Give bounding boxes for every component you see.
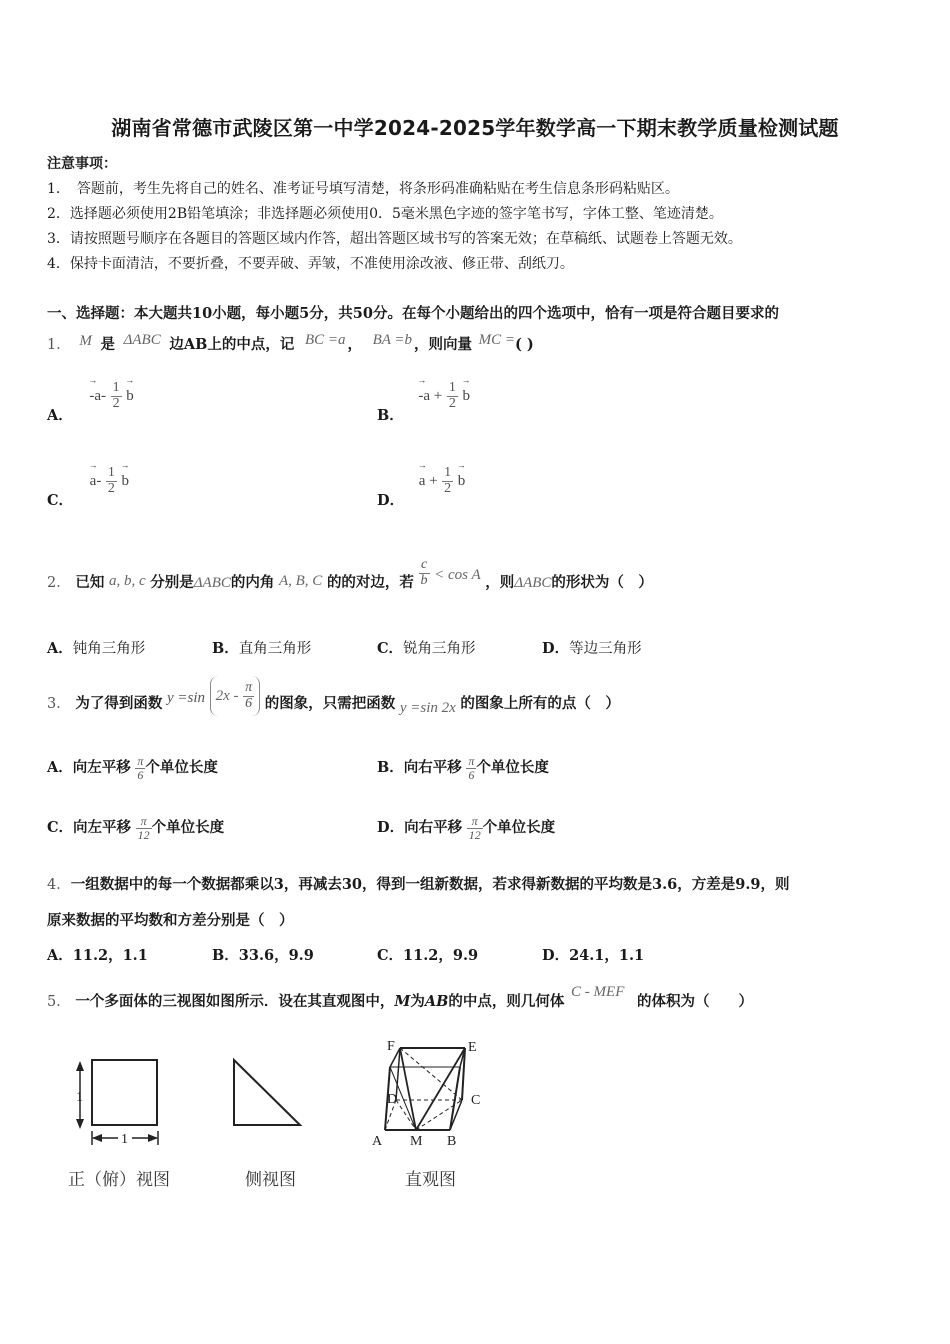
q2-option-d-text: 等边三角形 [569, 641, 642, 657]
q3-option-b [377, 755, 549, 781]
q3-frac [243, 681, 254, 711]
q1-option-d-pre: → a + [419, 473, 438, 490]
q2-text-3: 的内角 [230, 574, 275, 592]
q2-option-b-label: B． [212, 640, 239, 657]
q4-option-c [377, 944, 478, 965]
frac-num: 1 [112, 380, 120, 395]
q4-option-c-text: 11.2，9.9 [403, 947, 479, 964]
q2-number: 2． [47, 575, 71, 592]
q5-math-ab: AB [424, 993, 449, 1010]
q2-math-triangle: ΔABC [193, 575, 231, 592]
frac-num: c [419, 558, 430, 574]
pt-d: D [387, 1092, 398, 1107]
q3-math-inner: 2x - [215, 688, 239, 704]
edge-mc [416, 1100, 462, 1130]
q2-option-a-label: A． [47, 640, 73, 657]
dim-h-label: 1 [121, 1132, 128, 1147]
q4-option-d [542, 944, 644, 965]
frac-num: π [245, 679, 253, 695]
question-2 [47, 557, 653, 592]
q3-option-d [377, 815, 555, 841]
q3-text-3: 的图象上所有的点（ ） [460, 695, 620, 712]
q1-text-3: 上的中点，记 [207, 336, 295, 353]
q1-text-4: ， [347, 336, 362, 353]
q3-option-a-frac [135, 755, 145, 781]
frac-den: 6 [245, 695, 253, 711]
caption-direct-view: 直观图 [405, 1170, 456, 1190]
q4-line-1: 一组数据中的每一个数据都乘以3，再减去30，得到一组新数据，若求得新数据的平均数是3.6，方差是9.9，则 [70, 876, 790, 893]
note-item-2: 2．选择题必须使用2B铅笔填涂；非选择题必须使用0．5毫米黑色字迹的签字笔书写，字体工整、笔迹清楚。 [47, 206, 723, 222]
pt-b: B [447, 1134, 457, 1149]
q2-text-2: 分别是 [150, 574, 194, 592]
q2-option-a-text: 钝角三角形 [72, 641, 146, 657]
q3-option-c [47, 815, 224, 841]
q1-text-ab: AB [183, 336, 208, 353]
q1-option-c-pre: → a- [90, 473, 102, 490]
q3-option-d-pre: 向右平移 [404, 819, 463, 837]
q3-option-a-pre: 向左平移 [72, 759, 131, 777]
q5-text-2: 为 [410, 993, 425, 1010]
question-5 [47, 980, 753, 1010]
q3-option-a [47, 755, 218, 781]
q4-option-b-label: B． [212, 947, 239, 964]
q2-text-6: 的形状为（ ） [551, 574, 653, 592]
q1-option-a [47, 380, 134, 425]
q2-option-d-label: D． [542, 640, 570, 657]
q1-option-d-label: D． [377, 492, 405, 510]
q2-option-a [47, 637, 145, 658]
q3-paren [210, 676, 261, 716]
direct-view [385, 1048, 465, 1130]
q2-text-4: 的的对边，若 [326, 574, 414, 592]
side-view [234, 1060, 300, 1125]
frac-num: 1 [448, 380, 456, 395]
frac-den: 12 [137, 827, 150, 842]
front-square [92, 1060, 157, 1125]
q3-option-c-frac [136, 815, 152, 841]
q1-option-a-frac [111, 381, 122, 411]
q3-option-b-frac [466, 755, 476, 781]
q1-math-bc: BC =a [304, 332, 346, 348]
pt-c: C [471, 1093, 481, 1108]
frac-den: 2 [107, 480, 115, 496]
q5-text-1: 一个多面体的三视图如图所示．设在其直观图中， [75, 993, 395, 1010]
frac-num: π [468, 754, 475, 768]
q2-math-angles: A, B, C [278, 573, 323, 590]
pt-a: A [372, 1134, 383, 1149]
q1-option-b-pre: → -a + [418, 388, 442, 405]
q1-math-mc: MC = [478, 332, 516, 348]
q3-option-d-label: D． [377, 819, 405, 837]
q4-option-b [212, 944, 314, 965]
q2-option-c-text: 锐角三角形 [403, 641, 476, 657]
q3-option-c-post: 个单位长度 [151, 819, 225, 837]
question-3 [47, 676, 620, 716]
q2-option-c-label: C． [377, 640, 404, 657]
q5-number: 5． [47, 994, 71, 1010]
q1-option-d [377, 465, 466, 510]
q1-option-b [377, 380, 470, 425]
q3-option-b-label: B． [377, 759, 404, 777]
frac-den: 2 [444, 480, 452, 496]
three-view-figures [60, 1035, 500, 1160]
q2-option-b-text: 直角三角形 [238, 641, 312, 657]
q1-number: 1． [47, 337, 71, 353]
q1-option-c [47, 465, 130, 510]
q1-option-d-post: → b [458, 473, 466, 490]
frac-den: b [420, 572, 428, 588]
q3-math-y2: y =sin 2x [399, 700, 456, 716]
q3-math-y: y =sin [166, 690, 205, 706]
pt-e: E [468, 1040, 477, 1055]
q1-option-c-post: → b [122, 473, 130, 490]
caption-side-view: 侧视图 [245, 1170, 296, 1190]
q5-text-4: 的体积为（ ） [636, 993, 753, 1010]
q2-math-abc: a, b, c [108, 573, 146, 590]
q4-line-2: 原来数据的平均数和方差分别是（ ） [47, 912, 294, 929]
q4-option-d-text: 24.1，1.1 [569, 947, 645, 964]
q2-option-d [542, 637, 642, 658]
q4-number: 4． [47, 877, 71, 893]
q4-option-a [47, 944, 148, 965]
q5-text-3: 的中点，则几何体 [448, 993, 565, 1010]
q3-option-b-pre: 向右平移 [403, 759, 462, 777]
note-item-3: 3．请按照题号顺序在各题目的答题区域内作答，超出答题区域书写的答案无效；在草稿纸、试题卷上答题无效。 [47, 231, 742, 247]
frac-den: 2 [112, 395, 120, 411]
q1-option-c-label: C． [47, 492, 74, 510]
pt-m: M [410, 1134, 423, 1149]
q4-option-c-label: C． [377, 947, 404, 964]
frac-num: π [467, 815, 483, 829]
page-title: 湖南省常德市武陵区第一中学2024-2025学年数学高一下期末教学质量检测试题 [111, 116, 839, 140]
q1-option-b-label: B． [377, 407, 404, 425]
q2-text-5: ，则 [485, 574, 515, 592]
dim-v-arrow-top [76, 1061, 84, 1071]
frac-num: π [136, 815, 152, 829]
q3-option-c-label: C． [47, 819, 74, 837]
q2-math-triangle-2: ΔABC [514, 575, 552, 592]
question-1 [47, 333, 534, 354]
frac-num: 1 [444, 465, 452, 480]
question-4 [47, 873, 789, 894]
q1-math-triangle: ΔABC [123, 332, 161, 348]
q1-option-a-pre: → -a- [89, 388, 106, 405]
q3-option-b-post: 个单位长度 [476, 759, 549, 777]
q2-frac [419, 558, 430, 588]
q5-math-m: M [394, 993, 411, 1010]
notes-heading: 注意事项： [47, 156, 117, 172]
q3-option-d-post: 个单位长度 [482, 819, 556, 837]
dim-v-label: 1 [76, 1090, 83, 1105]
q4-option-d-label: D． [542, 947, 570, 964]
q1-math-m: M [79, 333, 92, 349]
q3-text-1: 为了得到函数 [75, 695, 163, 712]
q3-option-c-pre: 向左平移 [73, 819, 132, 837]
note-item-4: 4．保持卡面清洁，不要折叠，不要弄破、弄皱，不准使用涂改液、修正带、刮纸刀。 [47, 256, 574, 272]
q3-option-a-post: 个单位长度 [145, 759, 218, 777]
q1-text-1: 是 [100, 336, 115, 353]
frac-den: 6 [468, 767, 475, 782]
q1-option-a-post: → b [126, 388, 134, 405]
side-triangle [234, 1060, 300, 1125]
section-heading: 一、选择题：本大题共10小题，每小题5分，共50分。在每个小题给出的四个选项中，恰有一项是符合题目要求的 [47, 305, 779, 322]
edge-me [416, 1048, 465, 1130]
q4-option-a-text: 11.2，1.1 [72, 947, 148, 964]
frac-num: π [137, 754, 144, 768]
q1-text-6: ( ) [515, 336, 534, 353]
q2-option-c [377, 637, 476, 658]
note-item-1: 1． 答题前，考生先将自己的姓名、准考证号填写清楚，将条形码准确粘贴在考生信息条形码粘贴区。 [47, 181, 679, 197]
q1-option-c-frac [106, 466, 117, 496]
front-view [76, 1060, 158, 1147]
frac-den: 2 [448, 395, 456, 411]
dim-h-arrow-right [148, 1134, 158, 1142]
edge-right-front [450, 1067, 460, 1130]
q1-option-b-post: → b [462, 388, 470, 405]
frac-den: 12 [468, 827, 481, 842]
dim-v-arrow-bottom [76, 1119, 84, 1129]
frac-num: 1 [107, 465, 115, 480]
q4-option-a-label: A． [47, 947, 73, 964]
q3-option-a-label: A． [47, 759, 73, 777]
q1-option-a-label: A． [47, 407, 73, 425]
q5-math-cmef: C - MEF [571, 984, 625, 1000]
q1-text-5: ，则向量 [414, 336, 473, 353]
q3-number: 3． [47, 696, 71, 712]
q4-option-b-text: 33.6，9.9 [238, 947, 314, 964]
frac-den: 6 [137, 767, 144, 782]
q1-option-b-frac [447, 381, 458, 411]
q2-math-ineq: < cos A [434, 567, 481, 584]
caption-front-view: 正（俯）视图 [68, 1170, 170, 1190]
q3-option-d-frac [467, 815, 483, 841]
q3-text-2: 的图象，只需把函数 [264, 695, 396, 712]
q2-text-1: 已知 [75, 574, 105, 592]
q1-option-d-frac [442, 466, 453, 496]
q1-text-2: 边 [169, 336, 184, 353]
q2-option-b [212, 637, 311, 658]
dim-h-arrow-left [92, 1134, 102, 1142]
pt-f: F [387, 1039, 395, 1054]
q1-math-ba: BA =b [372, 332, 413, 348]
